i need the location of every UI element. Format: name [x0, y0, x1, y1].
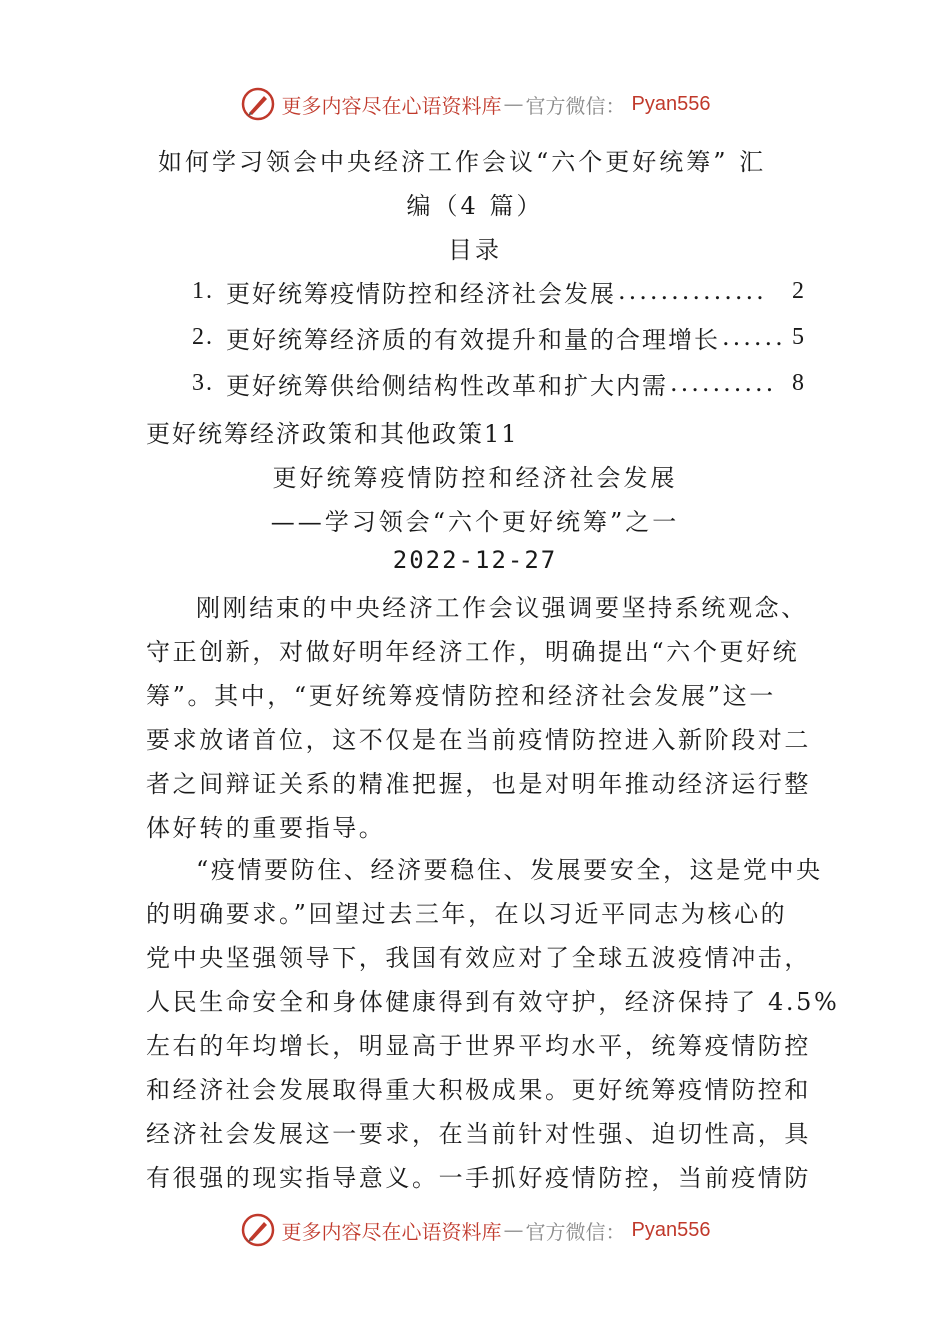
toc-item-1[interactable] — [192, 274, 806, 308]
banner-wechat-id: Pyan556 — [631, 1218, 711, 1241]
toc-heading: 目录 — [448, 236, 502, 264]
toc-item-leader: .............. — [618, 277, 767, 305]
paragraph-line: 筹”。其中，“更好统筹疫情防控和经济社会发展”这一 — [146, 682, 776, 710]
article-date: 2022-12-27 — [392, 546, 558, 574]
document-title-line1: 如何学习领会中央经济工作会议“六个更好统筹” 汇 — [158, 148, 767, 176]
toc-item-label: 更好统筹经济质的有效提升和量的合理增长 — [226, 325, 720, 354]
toc-item-4[interactable]: 更好统筹经济政策和其他政策11 — [146, 420, 519, 448]
paragraph-line: 者之间辩证关系的精准把握，也是对明年推动经济运行整 — [146, 770, 811, 798]
article-subtitle: ——学习领会“六个更好统筹”之一 — [270, 508, 680, 536]
paragraph-line: 守正创新，对做好明年经济工作，明确提出“六个更好统 — [146, 638, 800, 666]
footer-watermark-banner — [0, 1210, 950, 1250]
toc-item-leader: ...... — [722, 323, 786, 351]
toc-item-3[interactable] — [192, 366, 806, 400]
paragraph-line: “疫情要防住、经济要稳住、发展要安全，这是党中央 — [196, 856, 823, 884]
paragraph-line: 有很强的现实指导意义。一手抓好疫情防控，当前疫情防 — [146, 1164, 811, 1192]
toc-item-number: 2. — [192, 323, 214, 350]
toc-item-page: 5 — [792, 323, 806, 350]
paragraph-line: 要求放诸首位，这不仅是在当前疫情防控进入新阶段对二 — [146, 726, 811, 754]
paragraph-line: 左右的年均增长，明显高于世界平均水平，统筹疫情防控 — [146, 1032, 811, 1060]
paragraph-line: 刚刚结束的中央经济工作会议强调要坚持系统观念、 — [196, 594, 808, 622]
toc-item-page: 8 — [792, 369, 806, 396]
paragraph-2 — [146, 848, 840, 1200]
header-watermark-banner — [0, 84, 950, 124]
toc-item-number: 1. — [192, 277, 214, 304]
toc-item-label: 更好统筹疫情防控和经济社会发展 — [226, 279, 616, 308]
banner-text: 更多内容尽在心语资料库 — [281, 93, 502, 118]
toc-item-page: 2 — [792, 277, 806, 304]
document-title-line2: 编（4 篇） — [406, 192, 544, 220]
banner-wechat-id: Pyan556 — [631, 92, 711, 115]
paragraph-line: 党中央坚强领导下，我国有效应对了全球五波疫情冲击， — [146, 944, 811, 972]
banner-wechat-label: 官方微信： — [525, 93, 626, 118]
article-title: 更好统筹疫情防控和经济社会发展 — [272, 464, 678, 492]
banner-text: 更多内容尽在心语资料库 — [281, 1219, 502, 1244]
paragraph-line: 经济社会发展这一要求，在当前针对性强、迫切性高，具 — [146, 1120, 811, 1148]
pen-logo-icon — [240, 86, 276, 122]
toc-item-label: 更好统筹供给侧结构性改革和扩大内需 — [226, 371, 668, 400]
toc-item-2[interactable] — [192, 320, 806, 354]
paragraph-line: 的明确要求。”回望过去三年，在以习近平同志为核心的 — [146, 900, 788, 928]
toc-item-leader: .......... — [670, 369, 777, 397]
banner-dash: — — [503, 1218, 524, 1242]
paragraph-line: 体好转的重要指导。 — [146, 814, 386, 842]
pen-logo-icon — [240, 1212, 276, 1248]
paragraph-line: 人民生命安全和身体健康得到有效守护，经济保持了 4.5% — [146, 988, 840, 1016]
paragraph-1 — [146, 586, 811, 850]
banner-wechat-label: 官方微信： — [525, 1219, 626, 1244]
banner-dash: — — [503, 92, 524, 116]
paragraph-line: 和经济社会发展取得重大积极成果。更好统筹疫情防控和 — [146, 1076, 811, 1104]
toc-item-number: 3. — [192, 369, 214, 396]
